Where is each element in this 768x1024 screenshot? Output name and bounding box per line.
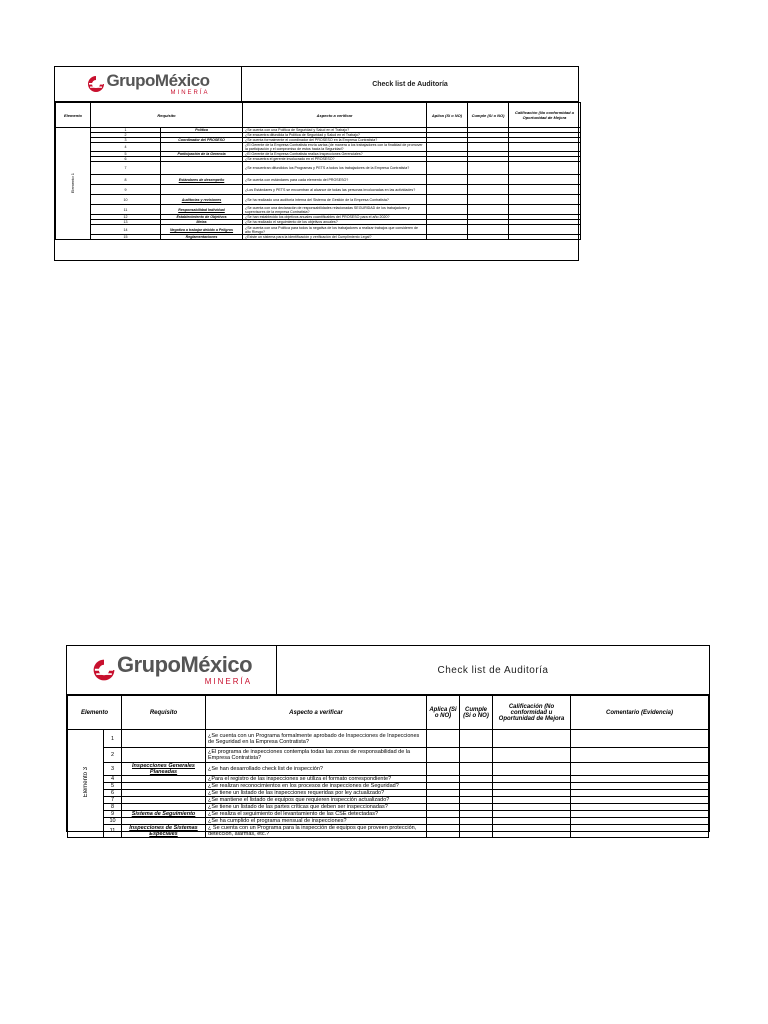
aspecto-cell: ¿Se encuentra el gerente involucrado en el PROSESO? [243, 157, 427, 162]
col-calificacion: Calificación (No conformidad u Oportunidad de Mejora [509, 103, 581, 128]
requisito-cell [122, 776, 206, 783]
requisito-cell: Participación de la Gerencia [161, 152, 243, 157]
checklist-sheet-elemento-1 [54, 66, 579, 261]
table-row [56, 162, 581, 175]
element-label-cell [68, 730, 104, 838]
row-number: 11 [91, 205, 161, 215]
cumple-cell[interactable] [468, 175, 509, 185]
comentario-cell[interactable] [571, 804, 709, 811]
aplica-cell[interactable] [427, 225, 468, 235]
aplica-cell[interactable] [427, 143, 468, 152]
requisito-cell [122, 730, 206, 748]
cumple-cell[interactable] [460, 811, 493, 818]
aspecto-cell: ¿Se tiene un listado de las partes críticas que deben ser inspeccionadas? [206, 804, 427, 811]
calificacion-cell[interactable] [509, 185, 581, 195]
aspecto-cell: ¿Se realiza el seguimiento del levantamiento de las CSE detectadas? [206, 811, 427, 818]
aspecto-cell: ¿Se cuenta formalmente el coordinador del PROSESO en la Empresa Contratista? [243, 138, 427, 143]
calificacion-cell[interactable] [509, 162, 581, 175]
checklist-table [55, 102, 581, 240]
col-comentario: Comentario (Evidencia) [571, 696, 709, 730]
calificacion-cell[interactable] [493, 811, 571, 818]
col-aspecto: Aspecto a verificar [243, 103, 427, 128]
aplica-cell[interactable] [427, 763, 460, 776]
cumple-cell[interactable] [460, 804, 493, 811]
requisito-cell: Metas [161, 220, 243, 225]
calificacion-cell[interactable] [493, 804, 571, 811]
requisito-cell: Inspecciones de Sistemas Especiales [122, 825, 206, 838]
comentario-cell[interactable] [571, 776, 709, 783]
calificacion-cell[interactable] [509, 225, 581, 235]
row-number: 4 [91, 143, 161, 152]
aspecto-cell: ¿Se cuenta con estándares para cada elemento del PROSESO? [243, 175, 427, 185]
aplica-cell[interactable] [427, 185, 468, 195]
aspecto-cell: ¿Se encuentran difundidos los Programas y PETS a todos los trabajadores de la Empresa Contratista? [243, 162, 427, 175]
cumple-cell[interactable] [460, 825, 493, 838]
aspecto-cell: ¿Los Estándares y PETS se encuentran al alcance de todas las personas involucradas en las actividades? [243, 185, 427, 195]
col-elemento: Elemento [56, 103, 91, 128]
aspecto-cell: ¿Para el registro de las inspecciones se utiliza el formato correspondiente? [206, 776, 427, 783]
aspecto-cell: ¿Se ha realizado una auditoría interna del Sistema de Gestión de la Empresa Contratista? [243, 195, 427, 205]
requisito-cell [161, 185, 243, 195]
element-label: Elemento 3 [82, 767, 89, 798]
column-headers [68, 696, 709, 730]
table-row [56, 225, 581, 235]
calificacion-cell[interactable] [493, 783, 571, 790]
col-aspecto: Aspecto a verificar [206, 696, 427, 730]
aplica-cell[interactable] [427, 175, 468, 185]
table-row [68, 797, 709, 804]
aspecto-cell: ¿Existe un sistema para la identificación y verificación del Cumplimiento Legal? [243, 235, 427, 240]
table-row [56, 195, 581, 205]
checklist-body [56, 128, 581, 240]
logo-cell [67, 646, 277, 694]
brand-logo [86, 72, 209, 96]
calificacion-cell[interactable] [509, 235, 581, 240]
row-number: 13 [91, 220, 161, 225]
row-number: 9 [104, 811, 122, 818]
aplica-cell[interactable] [427, 783, 460, 790]
table-row [68, 748, 709, 763]
row-number: 4 [104, 776, 122, 783]
row-number: 2 [104, 748, 122, 763]
grupo-mexico-logo-icon [91, 657, 117, 683]
row-number: 7 [104, 797, 122, 804]
requisito-cell [122, 797, 206, 804]
comentario-cell[interactable] [571, 763, 709, 776]
row-number: 14 [91, 225, 161, 235]
row-number: 10 [91, 195, 161, 205]
row-number: 9 [91, 185, 161, 195]
requisito-cell: Reglamentaciones [161, 235, 243, 240]
table-row [68, 776, 709, 783]
aspecto-cell: ¿Se han desarrollado check list de inspección? [206, 763, 427, 776]
comentario-cell[interactable] [571, 748, 709, 763]
aspecto-cell: ¿Se realizan reconocimientos en los procesos de inspecciones de Seguridad? [206, 783, 427, 790]
requisito-cell: Negativa a trabajar debido a Peligros [161, 225, 243, 235]
cumple-cell[interactable] [468, 195, 509, 205]
requisito-cell [122, 804, 206, 811]
element-label: Elemento 1 [70, 172, 75, 194]
cumple-cell[interactable] [468, 235, 509, 240]
requisito-cell: Política [161, 128, 243, 133]
comentario-cell[interactable] [571, 797, 709, 804]
checklist-body [68, 730, 709, 838]
row-number: 8 [104, 804, 122, 811]
row-number: 5 [104, 783, 122, 790]
table-row [56, 143, 581, 152]
cumple-cell[interactable] [460, 730, 493, 748]
cumple-cell[interactable] [468, 225, 509, 235]
aplica-cell[interactable] [427, 235, 468, 240]
table-row [56, 175, 581, 185]
logo-cell [55, 67, 242, 101]
cumple-cell[interactable] [460, 748, 493, 763]
aspecto-cell: ¿Se han establecido los objetivos anuales cuantificables del PROSESO para el año 2020? [243, 215, 427, 220]
aspecto-cell: ¿Se encuentra difundida la Política de Seguridad y Salud en el Trabajo? [243, 133, 427, 138]
grupo-mexico-logo-icon [86, 74, 106, 94]
col-aplica: Aplica (Si o NO) [427, 103, 468, 128]
row-number: 12 [91, 215, 161, 220]
calificacion-cell[interactable] [493, 790, 571, 797]
comentario-cell[interactable] [571, 783, 709, 790]
col-requisito: Requisito [122, 696, 206, 730]
sheet-title: Check list de Auditoría [437, 664, 549, 676]
calificacion-cell[interactable] [493, 818, 571, 825]
col-requisito: Requisito [91, 103, 243, 128]
calificacion-cell[interactable] [493, 825, 571, 838]
brand-division: MINERÍA [204, 677, 253, 686]
aspecto-cell: ¿El Gerente de la Empresa Contratista envía cartas (de manera a los trabajadores con la finalidad de promover la participación y el compromiso de estos hacia la Seguridad? [243, 143, 427, 152]
comentario-cell[interactable] [571, 790, 709, 797]
table-row [68, 763, 709, 776]
requisito-cell [122, 748, 206, 763]
aplica-cell[interactable] [427, 804, 460, 811]
cumple-cell[interactable] [460, 763, 493, 776]
sheet-header [55, 67, 578, 102]
calificacion-cell[interactable] [509, 195, 581, 205]
calificacion-cell[interactable] [493, 763, 571, 776]
cumple-cell[interactable] [460, 776, 493, 783]
comentario-cell[interactable] [571, 811, 709, 818]
aspecto-cell: ¿Se cuenta con una Política de Seguridad y Salud en el Trabajo? [243, 128, 427, 133]
brand-name: GrupoMéxico [116, 652, 253, 677]
table-row [68, 825, 709, 838]
brand-logo [91, 654, 252, 686]
col-calificacion: Calificación (No conformidad u Oportunidad de Mejora [493, 696, 571, 730]
aplica-cell[interactable] [427, 195, 468, 205]
cumple-cell[interactable] [468, 205, 509, 215]
brand-division: MINERÍA [170, 90, 210, 96]
table-row [68, 783, 709, 790]
requisito-cell: Auditorías y revisiones [161, 195, 243, 205]
checklist-table [67, 695, 709, 838]
table-row [56, 185, 581, 195]
sheet-header [67, 646, 709, 695]
col-cumple: Cumple (Si o NO) [460, 696, 493, 730]
table-row [68, 730, 709, 748]
calificacion-cell[interactable] [509, 143, 581, 152]
table-row [68, 790, 709, 797]
row-number: 1 [91, 128, 161, 133]
row-number: 3 [91, 138, 161, 143]
calificacion-cell[interactable] [493, 730, 571, 748]
col-aplica: Aplica (Si o NO) [427, 696, 460, 730]
cumple-cell[interactable] [460, 790, 493, 797]
calificacion-cell[interactable] [509, 205, 581, 215]
cumple-cell[interactable] [468, 185, 509, 195]
aplica-cell[interactable] [427, 797, 460, 804]
requisito-cell [122, 783, 206, 790]
table-row [68, 818, 709, 825]
requisito-cell [161, 143, 243, 152]
aspecto-cell: ¿Se cuenta con una declaración de responsabilidades relacionadas SEGURIDAD de los trabajadores y supervisores de la empresa Contratista? [243, 205, 427, 215]
aplica-cell[interactable] [427, 748, 460, 763]
requisito-cell [122, 818, 206, 825]
cumple-cell[interactable] [460, 818, 493, 825]
row-number: 5 [91, 152, 161, 157]
requisito-cell [161, 162, 243, 175]
aplica-cell[interactable] [427, 205, 468, 215]
column-headers [56, 103, 581, 128]
row-number: 1 [104, 730, 122, 748]
row-number: 10 [104, 818, 122, 825]
requisito-cell [122, 790, 206, 797]
comentario-cell[interactable] [571, 818, 709, 825]
aspecto-cell: ¿ Se cuenta con un Programa para la inspección de equipos que proveen protección, detección, alarmas, etc.? [206, 825, 427, 838]
sheet-title: Check list de Auditoría [372, 80, 448, 88]
aspecto-cell: ¿Se ha realizado el seguimiento de los objetivos anuales? [243, 220, 427, 225]
brand-name: GrupoMéxico [106, 71, 210, 90]
aspecto-cell: ¿Se ha cumplido el programa mensual de inspecciones? [206, 818, 427, 825]
cumple-cell[interactable] [468, 143, 509, 152]
cumple-cell[interactable] [460, 783, 493, 790]
row-number: 3 [104, 763, 122, 776]
calificacion-cell[interactable] [509, 175, 581, 185]
cumple-cell[interactable] [460, 797, 493, 804]
row-number: 7 [91, 162, 161, 175]
table-row [56, 205, 581, 215]
col-elemento: Elemento [68, 696, 122, 730]
aplica-cell[interactable] [427, 776, 460, 783]
row-number: 2 [91, 133, 161, 138]
table-row [68, 804, 709, 811]
aplica-cell[interactable] [427, 162, 468, 175]
aplica-cell[interactable] [427, 790, 460, 797]
aplica-cell[interactable] [427, 825, 460, 838]
row-number: 6 [91, 157, 161, 162]
requisito-cell: Inspecciones Generales Planeadas [122, 763, 206, 776]
aspecto-cell: ¿Se mantiene el listado de equipos que requieren inspección actualizado? [206, 797, 427, 804]
requisito-cell: Responsabilidad Individual [161, 205, 243, 215]
col-cumple: Cumple (Si o NO) [468, 103, 509, 128]
requisito-cell: Coordinador del PROSESO [161, 138, 243, 143]
aplica-cell[interactable] [427, 730, 460, 748]
aspecto-cell: ¿Se cuenta con una Política para todos la negativa de los trabajadores a realizar trabajos que consideren de alto Riesgo? [243, 225, 427, 235]
aplica-cell[interactable] [427, 811, 460, 818]
calificacion-cell[interactable] [493, 797, 571, 804]
cumple-cell[interactable] [468, 162, 509, 175]
calificacion-cell[interactable] [493, 748, 571, 763]
aspecto-cell: ¿El Gerente de la Empresa Contratista realiza Inspecciones Gerenciales? [243, 152, 427, 157]
row-number: 8 [91, 175, 161, 185]
aspecto-cell: ¿El programa de inspecciones contempla todas las zonas de responsabilidad de la Empresa Contratista? [206, 748, 427, 763]
aspecto-cell: ¿Se tiene un listado de las inspecciones requeridas por ley actualizado? [206, 790, 427, 797]
row-number: 6 [104, 790, 122, 797]
aplica-cell[interactable] [427, 818, 460, 825]
row-number: 15 [91, 235, 161, 240]
requisito-cell: Estándares de desempeño [161, 175, 243, 185]
comentario-cell[interactable] [571, 730, 709, 748]
table-row [68, 811, 709, 818]
element-label-cell [56, 128, 91, 240]
comentario-cell[interactable] [571, 825, 709, 838]
table-row [56, 235, 581, 240]
row-number: 11 [104, 825, 122, 838]
aspecto-cell: ¿Se cuenta con un Programa formalmente aprobado de Inspecciones de Inspecciones de Seguridad en la Empresa Contratista? [206, 730, 427, 748]
requisito-cell: Establecimiento de Objetivos [161, 215, 243, 220]
checklist-sheet-elemento-3 [66, 645, 710, 837]
requisito-cell: Sistema de Seguimiento [122, 811, 206, 818]
calificacion-cell[interactable] [493, 776, 571, 783]
